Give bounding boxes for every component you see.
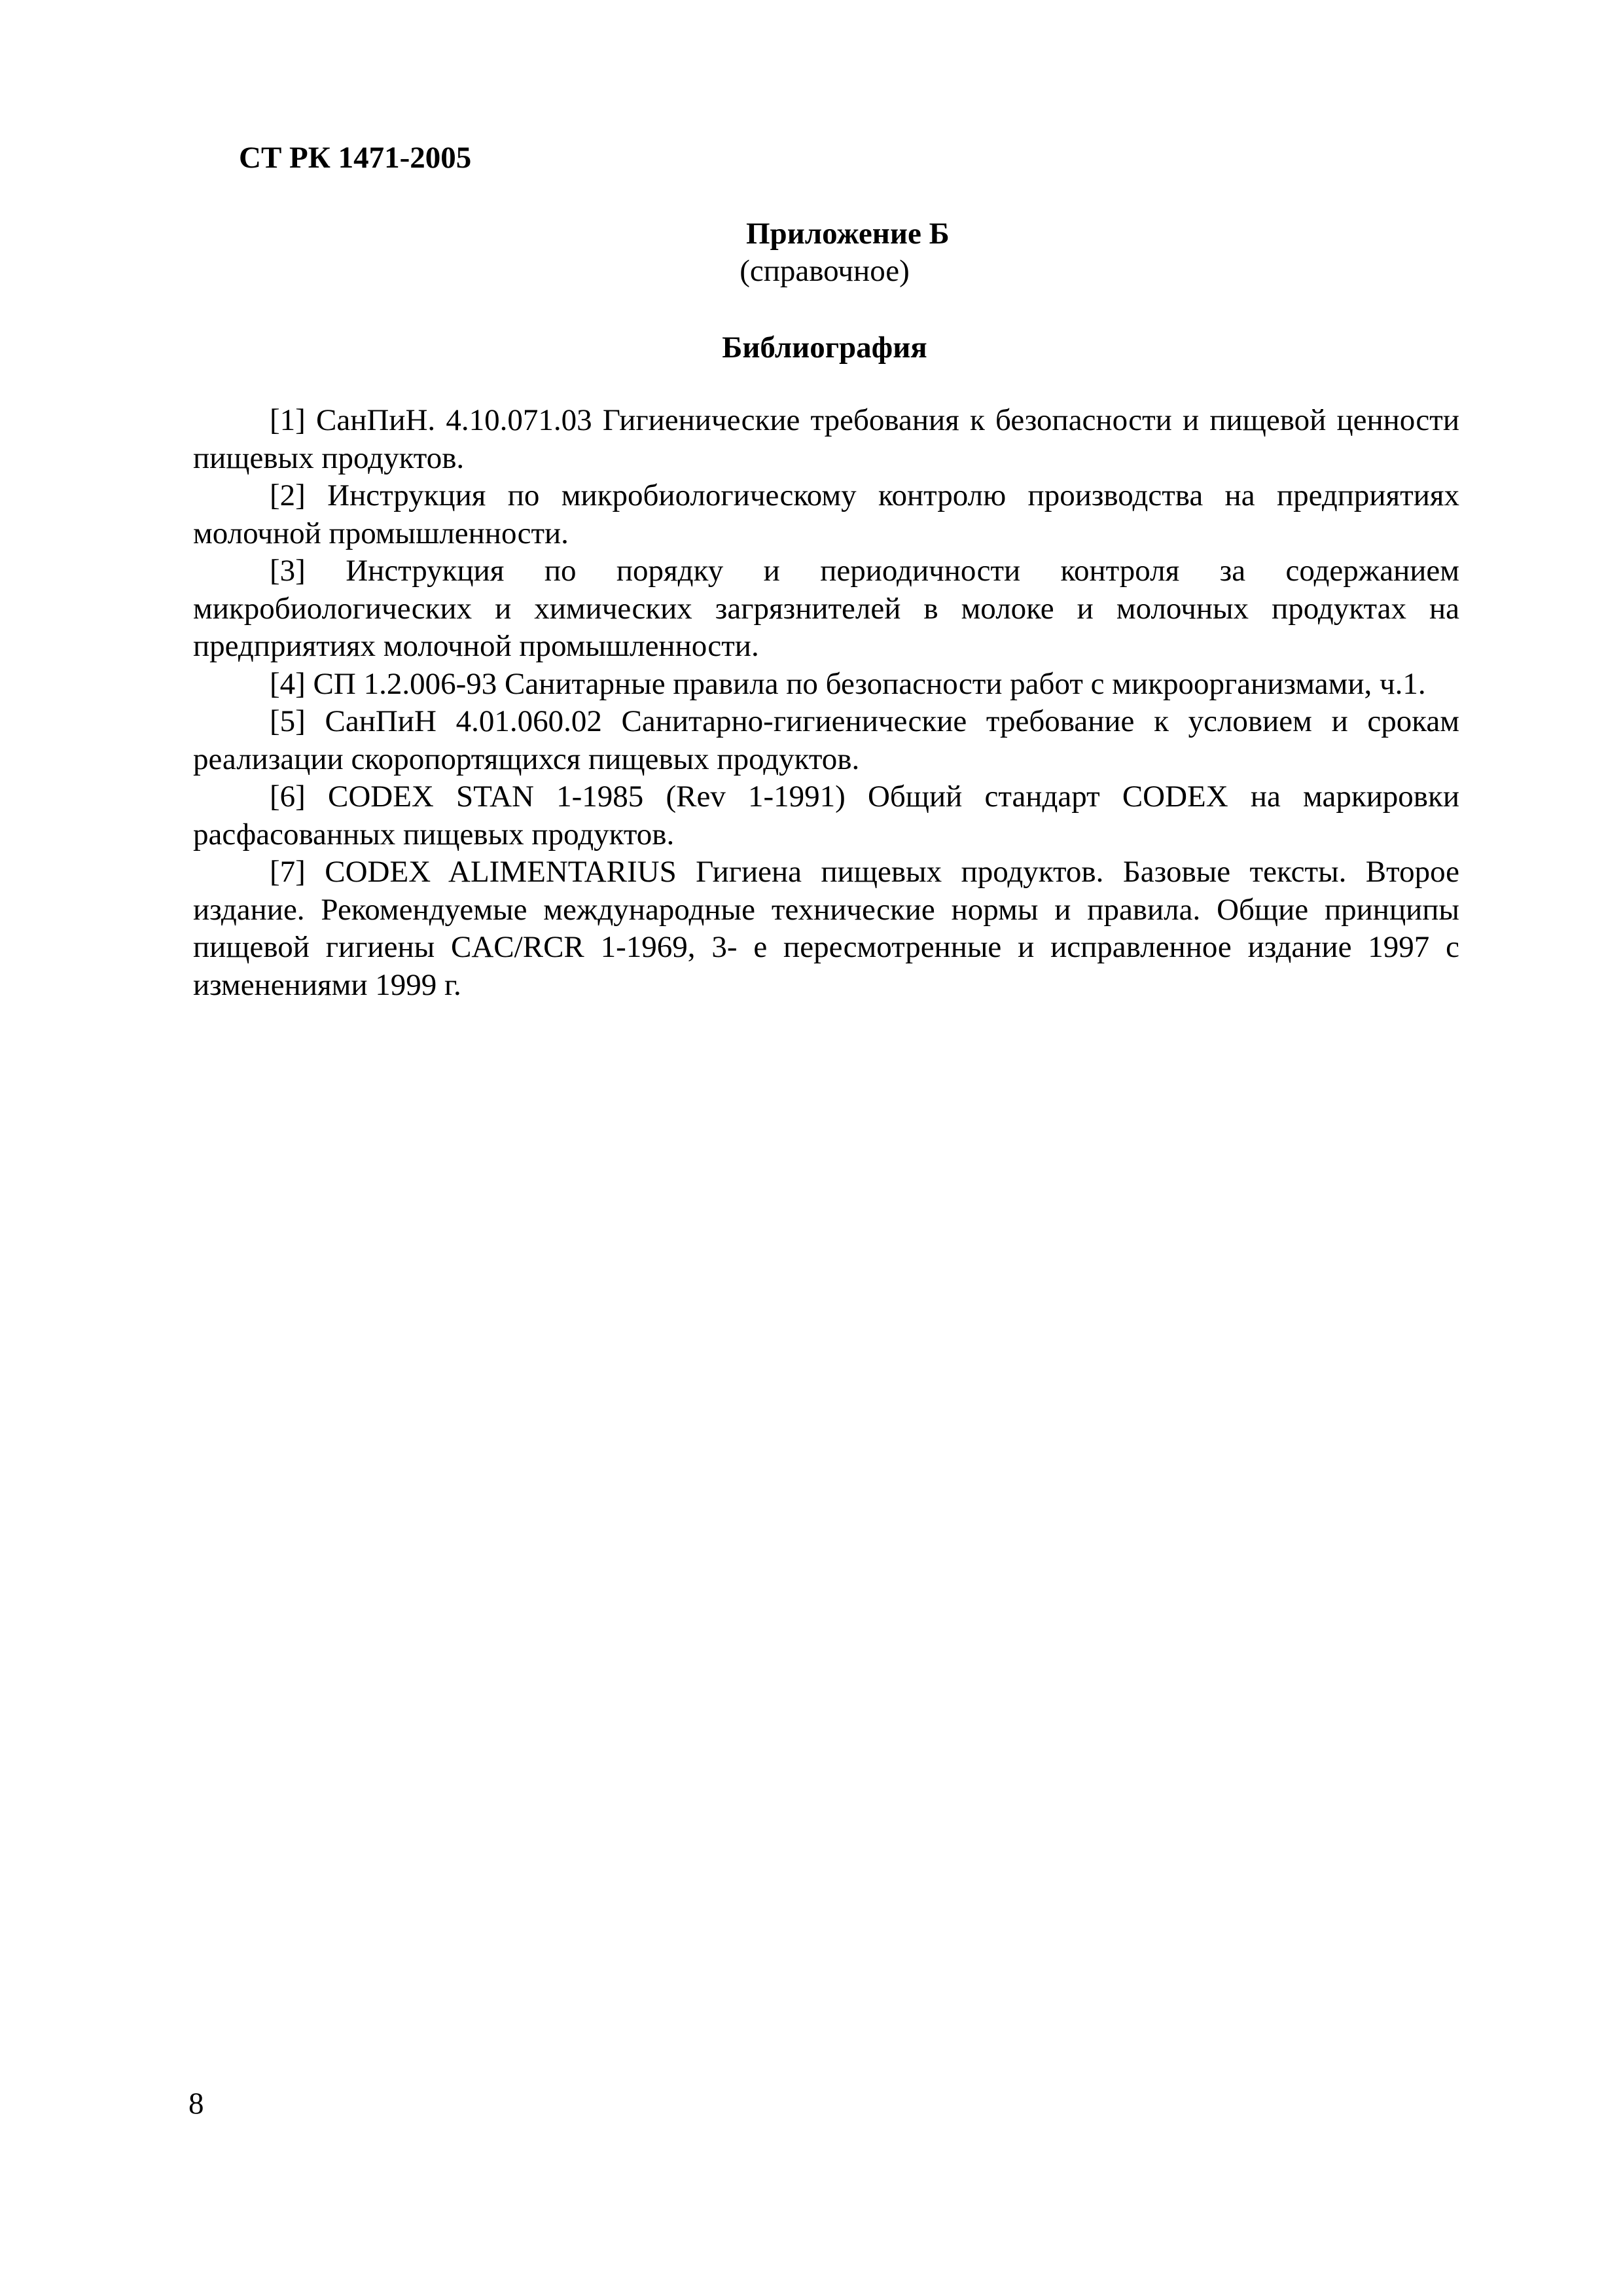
bibliography-entry: [4] СП 1.2.006-93 Санитарные правила по безопасности работ с микроорганизмами, ч.1. (270, 666, 1426, 701)
bibliography-entry: [2] Инструкция по микробиологическому контролю производства на предприятиях молочной промышленности. (193, 478, 1459, 550)
bibliography-entry: [5] СанПиН 4.01.060.02 Санитарно-гигиенические требование к условием и срокам реализации скоропортящихся пищевых продуктов. (193, 704, 1459, 776)
document-code: СТ РК 1471-2005 (239, 141, 472, 175)
appendix-subtitle: (справочное) (740, 254, 910, 288)
bibliography-entry: [3] Инструкция по порядку и периодичности контроля за содержанием микробиологических и химических загрязнителей в молоке и молочных продуктах на предприятиях молочной промышленности. (193, 554, 1459, 663)
bibliography-list (193, 402, 1459, 1004)
appendix-title: Приложение Б (746, 217, 950, 251)
bibliography-entry: [7] CODEX ALIMENTARIUS Гигиена пищевых продуктов. Базовые тексты. Второе издание. Рекомендуемые международные технические нормы и правила. Общие принципы пищевой гигиены CAC/RCR 1-1969, 3- е пересмотренные и исправленное издание 1997 с изменениями 1999 г. (193, 855, 1459, 1002)
bibliography-entry: [1] СанПиН. 4.10.071.03 Гигиенические требования к безопасности и пищевой ценности пищевых продуктов. (193, 403, 1459, 475)
page-number: 8 (188, 2087, 204, 2121)
bibliography-title: Библиография (722, 331, 927, 365)
bibliography-entry: [6] CODEX STAN 1-1985 (Rev 1-1991) Общий стандарт CODEX на маркировки расфасованных пищевых продуктов. (193, 780, 1459, 852)
